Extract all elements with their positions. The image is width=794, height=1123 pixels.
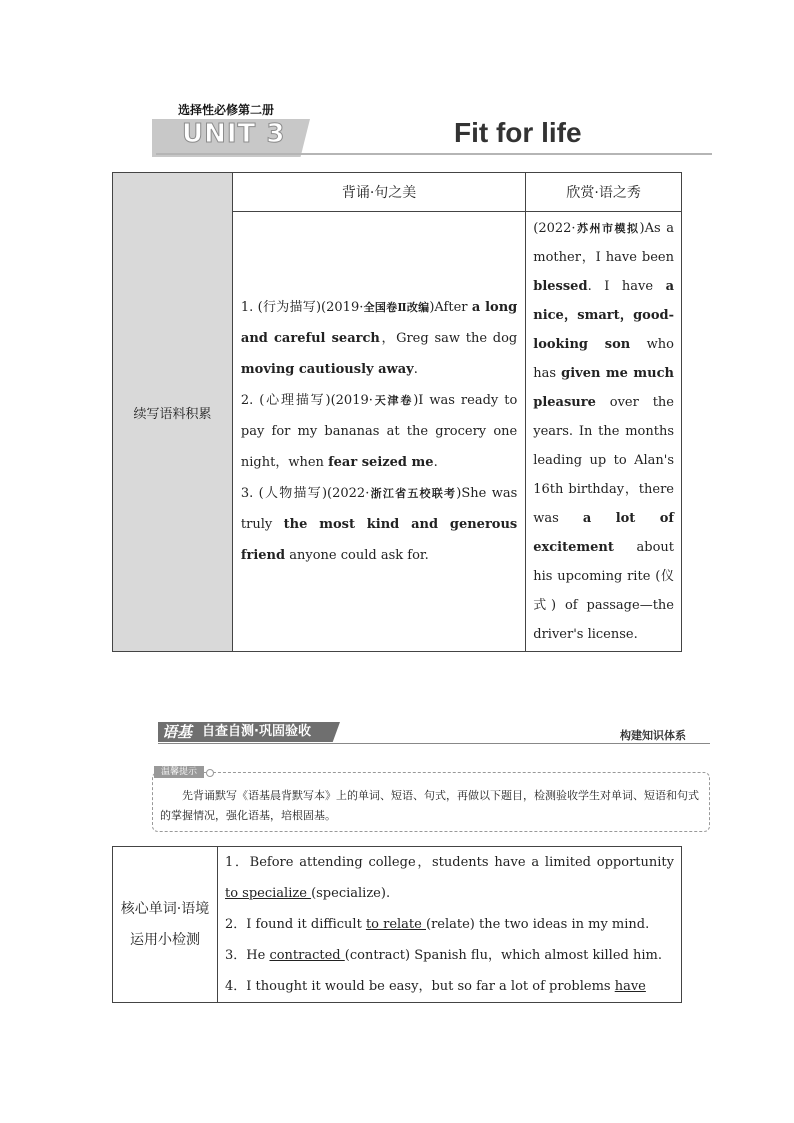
tip-dot-icon [206, 769, 214, 777]
tip-text: 先背诵默写《语基晨背默写本》上的单词、短语、句式，再做以下题目，检测验收学生对单词、短语和句式的掌握情况，强化语基，培根固基。 [160, 789, 699, 822]
recite-header: 背诵·句之美 [232, 173, 525, 212]
section-main-label: 语基 [162, 723, 193, 741]
answer-blank: to specialize [225, 886, 312, 901]
question-item: 2．I found it difficult to relate (relate) the two ideas in my mind. [225, 917, 650, 932]
section-divider [158, 743, 710, 744]
unit-label: UNIT 3 [182, 119, 286, 149]
book-title: 选择性必修第二册 [178, 103, 275, 117]
appreciate-header: 欣赏·语之秀 [526, 173, 682, 212]
answer-blank: contracted [269, 948, 345, 963]
answer-blank: have [614, 979, 646, 994]
exercise-label: 核心单词·语境运用小检测 [113, 847, 218, 1003]
section-sub-label: 自查自测·巩固验收 [202, 724, 311, 739]
tip-label: 温馨提示 [154, 766, 204, 778]
question-item: 1．Before attending college，students have a limited opportunity to specialize (specialize). [225, 855, 674, 901]
question-item: 3．He contracted (contract) Spanish flu，which almost killed him. [225, 948, 662, 963]
exercise-table [112, 846, 682, 1003]
section-right-label: 构建知识体系 [620, 729, 686, 742]
question-item: 4．I thought it would be easy，but so far a lot of problems have [225, 979, 646, 994]
recite-sentences [232, 212, 525, 652]
answer-blank: to relate [365, 917, 426, 932]
appreciation-passage: (2022·苏州市模拟)As a mother，I have been blessed. I have a nice，smart，good-looking son who has given me much pleasure over the years. In the months leading up to Alan's 16th birthday，there was a lot of excitement about his upcoming rite (仪式) of passage—the driver's license. [526, 212, 682, 652]
corpus-label: 续写语料积累 [113, 173, 233, 652]
sentence-item: 1. (行为描写)(2019·全国卷Ⅱ改编)After a long and careful search，Greg saw the dog moving cautiously away. [240, 300, 518, 377]
corpus-table [112, 172, 682, 652]
page-title: Fit for life [454, 117, 582, 148]
header-divider [156, 153, 712, 155]
sentence-item: 3. (人物描写)(2022·浙江省五校联考)She was truly the most kind and generous friend anyone could ask for. [240, 486, 518, 563]
exercise-questions [218, 847, 682, 1003]
sentence-item: 2. (心理描写)(2019·天津卷)I was ready to pay for my bananas at the grocery one night，when fear seized me. [240, 393, 518, 470]
